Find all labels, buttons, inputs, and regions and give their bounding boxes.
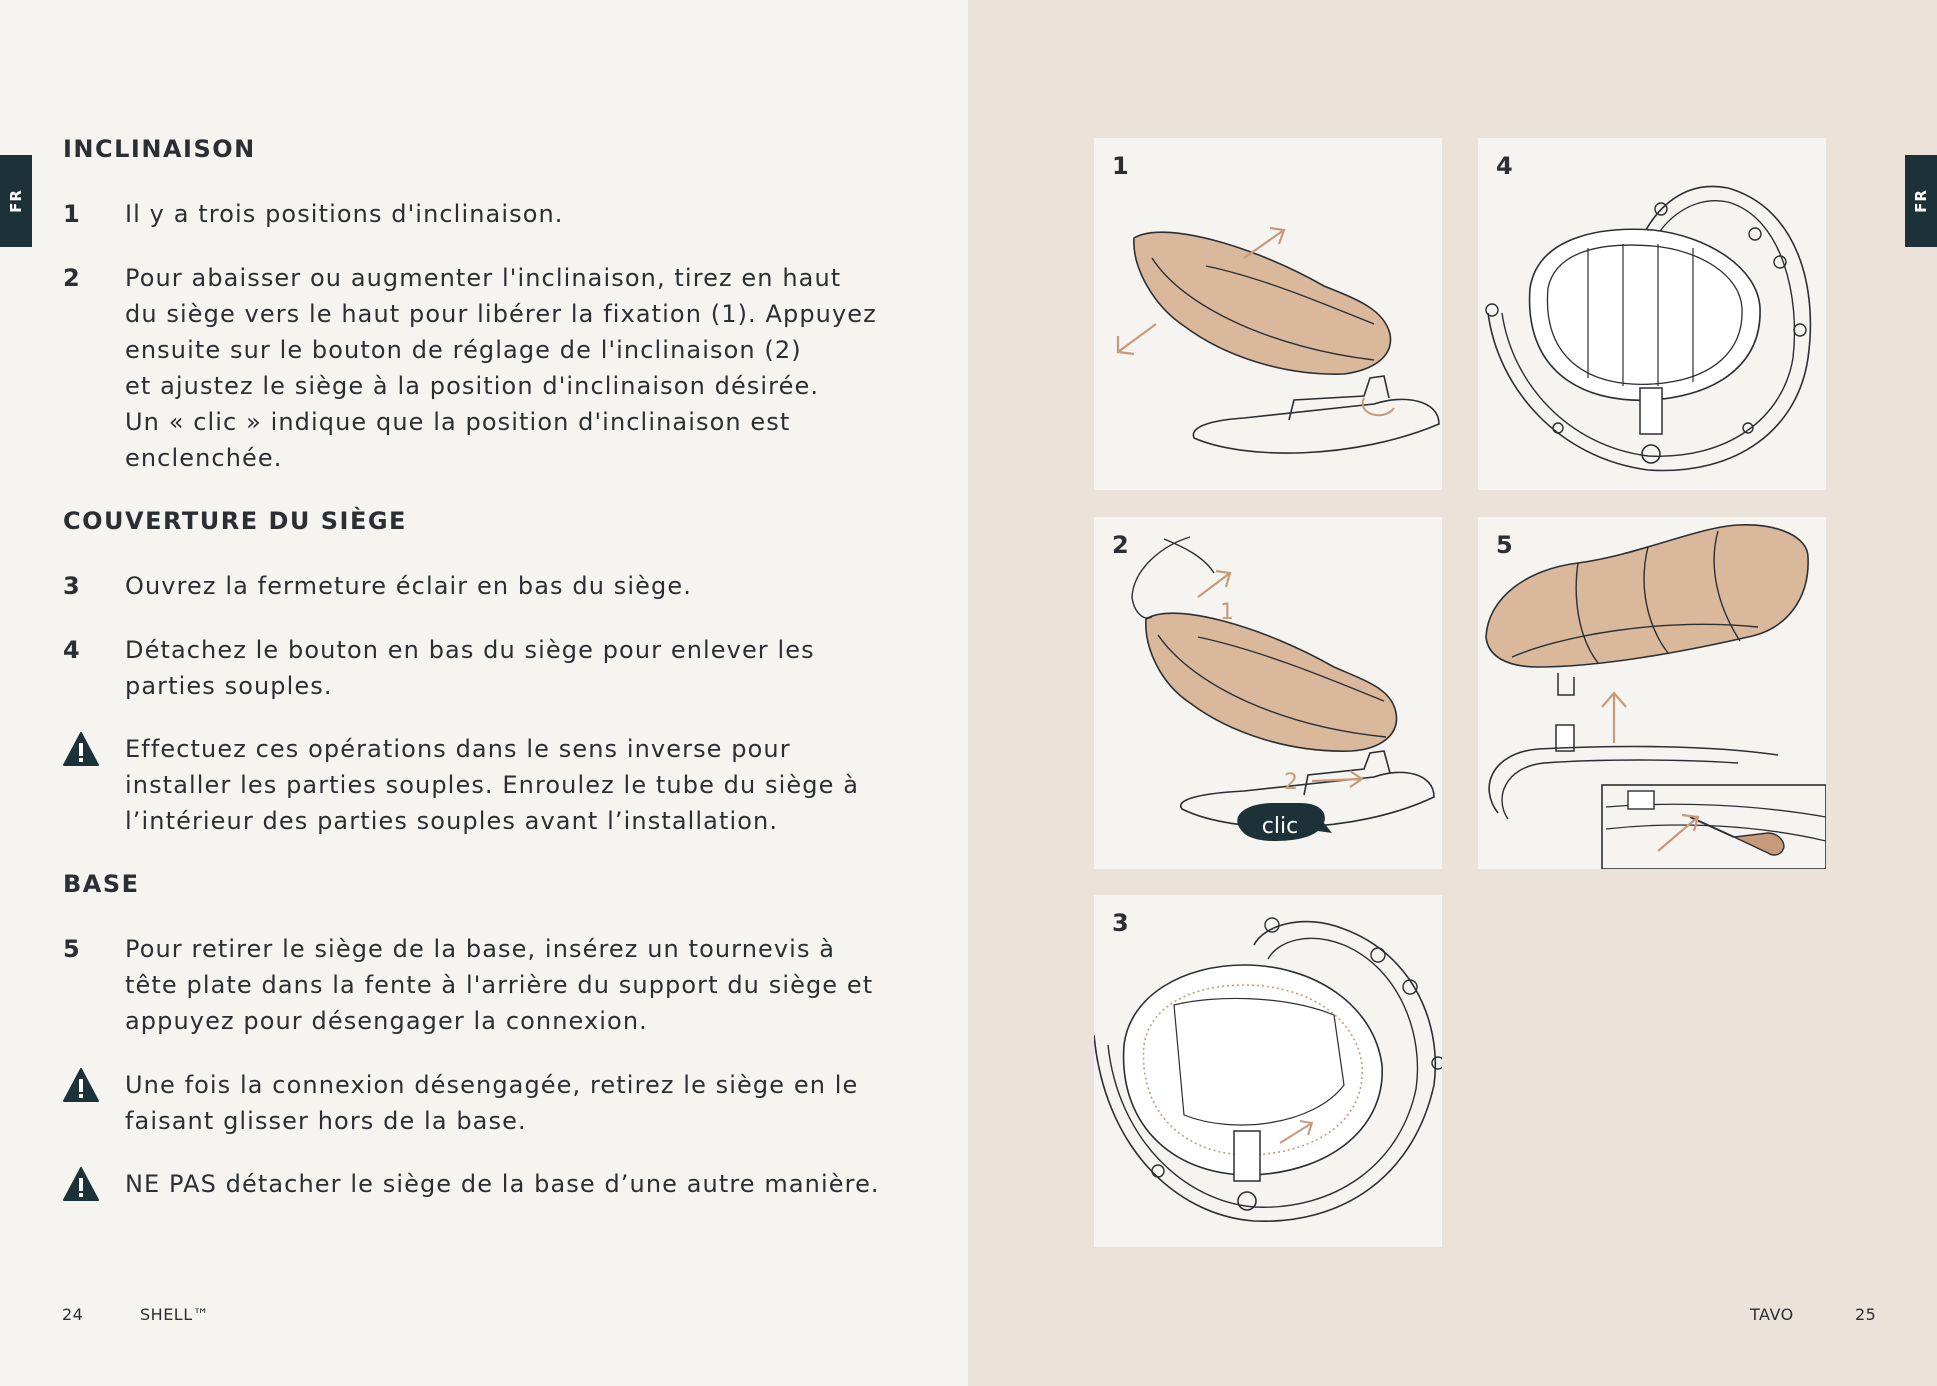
step-number: 5 (63, 935, 80, 963)
step-number: 4 (63, 636, 80, 664)
text-line: Pour retirer le siège de la base, insérez un tournevis à (125, 935, 836, 963)
text-line: l’intérieur des parties souples avant l’installation. (125, 807, 779, 835)
text-line: Une fois la connexion désengagée, retirez le siège en le (125, 1071, 859, 1099)
section-title-base: BASE (63, 870, 140, 898)
step-text (125, 632, 923, 704)
language-tab-label: FR (6, 189, 25, 213)
figure-5-illustration (1478, 517, 1826, 869)
brand-shell: SHELL™ (140, 1305, 210, 1324)
step-4 (63, 632, 923, 704)
figure-1-illustration (1094, 138, 1442, 490)
language-tab (1905, 155, 1937, 247)
text-line: parties souples. (125, 672, 333, 700)
language-tab (0, 155, 32, 247)
warning-icon-cell (63, 731, 125, 839)
text-line: et ajustez le siège à la position d'inclinaison désirée. (125, 372, 820, 400)
step-text (125, 260, 923, 476)
section-title-couverture: COUVERTURE DU SIÈGE (63, 507, 407, 535)
figure-4-illustration (1478, 138, 1826, 490)
figure-1 (1094, 138, 1442, 490)
warning-icon-cell (63, 1067, 125, 1139)
section-title-inclinaison: INCLINAISON (63, 135, 256, 163)
step-number: 3 (63, 572, 80, 600)
brand-tavo: TAVO (1750, 1305, 1794, 1324)
figure-3-label: 3 (1112, 909, 1129, 937)
step-5 (63, 931, 923, 1039)
step-1 (63, 196, 923, 232)
text-line: installer les parties souples. Enroulez le tube du siège à (125, 771, 860, 799)
warning-2 (63, 1067, 923, 1139)
figure-2-label: 2 (1112, 531, 1129, 559)
text-line: du siège vers le haut pour libérer la fixation (1). Appuyez (125, 300, 877, 328)
page-number-right: 25 (1855, 1305, 1877, 1324)
figure-2-illustration (1094, 517, 1442, 869)
figure-3-illustration (1094, 895, 1442, 1247)
figure-5-label: 5 (1496, 531, 1513, 559)
text-line: tête plate dans la fente à l'arrière du support du siège et (125, 971, 874, 999)
figure-5 (1478, 517, 1826, 869)
text-line: enclenchée. (125, 444, 283, 472)
figure-1-label: 1 (1112, 152, 1129, 180)
warning-1 (63, 731, 923, 839)
step-number: 2 (63, 264, 80, 292)
figure-2-marker-2: 2 (1284, 770, 1298, 795)
warning-text (125, 731, 923, 839)
clic-callout-text: clic (1261, 814, 1299, 839)
text-line: ensuite sur le bouton de réglage de l'inclinaison (2) (125, 336, 802, 364)
warning-text (125, 1067, 923, 1139)
warning-icon (63, 1167, 99, 1201)
text-line: faisant glisser hors de la base. (125, 1107, 527, 1135)
text-line: Il y a trois positions d'inclinaison. (125, 200, 564, 228)
warning-text (125, 1166, 923, 1211)
left-page (0, 0, 968, 1386)
figure-3 (1094, 895, 1442, 1247)
step-2 (63, 260, 923, 476)
warning-3 (63, 1166, 923, 1211)
page-number-left: 24 (62, 1305, 84, 1324)
text-line: Détachez le bouton en bas du siège pour enlever les (125, 636, 815, 664)
text-line: appuyez pour désengager la connexion. (125, 1007, 648, 1035)
figure-4 (1478, 138, 1826, 490)
step-3 (63, 568, 923, 604)
language-tab-label: FR (1911, 189, 1930, 213)
right-page (968, 0, 1937, 1386)
warning-icon (63, 732, 99, 766)
step-text (125, 568, 923, 604)
figure-4-label: 4 (1496, 152, 1513, 180)
text-line: Ouvrez la fermeture éclair en bas du siège. (125, 572, 692, 600)
text-line: Pour abaisser ou augmenter l'inclinaison, tirez en haut (125, 264, 842, 292)
step-number: 1 (63, 200, 80, 228)
text-line: Un « clic » indique que la position d'inclinaison est (125, 408, 791, 436)
step-text (125, 196, 923, 232)
warning-icon (63, 1068, 99, 1102)
step-text (125, 931, 923, 1039)
figure-2-marker-1: 1 (1220, 600, 1234, 625)
warning-icon-cell (63, 1166, 125, 1211)
text-line: Effectuez ces opérations dans le sens inverse pour (125, 735, 791, 763)
figure-2 (1094, 517, 1442, 869)
text-line: NE PAS détacher le siège de la base d’une autre manière. (125, 1170, 880, 1198)
